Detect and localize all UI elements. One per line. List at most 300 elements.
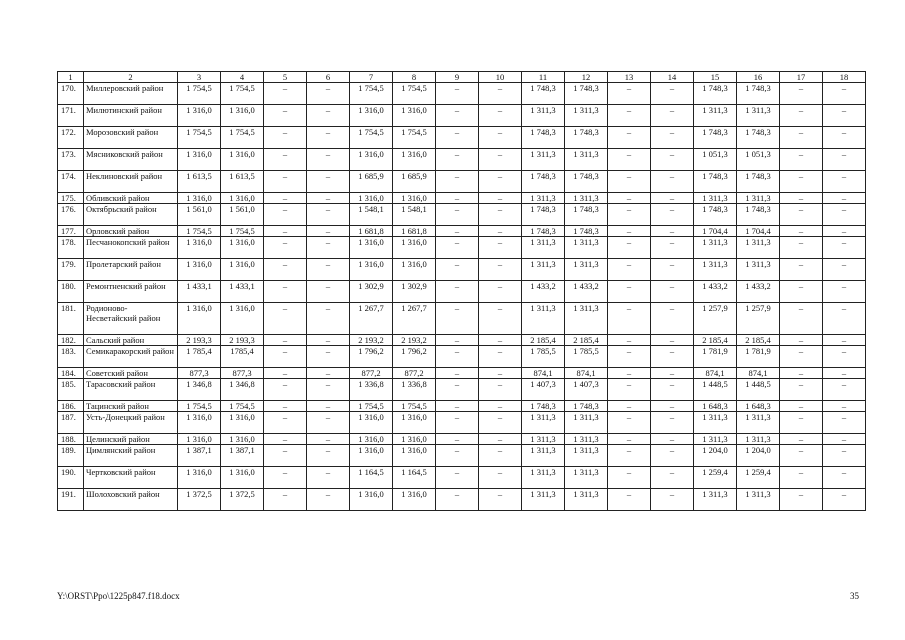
value-cell: – — [823, 368, 866, 379]
value-cell: 1 754,5 — [393, 127, 436, 149]
table-row — [58, 401, 866, 412]
value-cell: – — [651, 149, 694, 171]
value-cell: 1 748,3 — [522, 83, 565, 105]
value-cell: 1 796,2 — [350, 346, 393, 368]
district-name: Семикаракорский район — [84, 346, 178, 368]
value-cell: 1 748,3 — [522, 171, 565, 193]
row-number: 181. — [58, 303, 84, 335]
value-cell: – — [479, 303, 522, 335]
value-cell: – — [479, 281, 522, 303]
value-cell: – — [436, 489, 479, 511]
value-cell: – — [307, 281, 350, 303]
value-cell: – — [780, 412, 823, 434]
value-cell: 1 316,0 — [393, 259, 436, 281]
value-cell: – — [651, 204, 694, 226]
value-cell: – — [651, 259, 694, 281]
value-cell: 2 193,3 — [178, 335, 221, 346]
value-cell: 1 748,3 — [565, 401, 608, 412]
value-cell: – — [823, 445, 866, 467]
value-cell: 1 387,1 — [178, 445, 221, 467]
value-cell: – — [436, 401, 479, 412]
row-number: 186. — [58, 401, 84, 412]
value-cell: 1 748,3 — [694, 204, 737, 226]
value-cell: – — [651, 226, 694, 237]
value-cell: 1 648,3 — [737, 401, 780, 412]
value-cell: – — [264, 467, 307, 489]
value-cell: – — [307, 368, 350, 379]
value-cell: 1 685,9 — [350, 171, 393, 193]
value-cell: 1 316,0 — [350, 445, 393, 467]
value-cell: 1 433,2 — [565, 281, 608, 303]
value-cell: 1 259,4 — [737, 467, 780, 489]
value-cell: 1 316,0 — [393, 434, 436, 445]
value-cell: 1 311,3 — [694, 193, 737, 204]
value-cell: 1 748,3 — [522, 226, 565, 237]
value-cell: 874,1 — [565, 368, 608, 379]
value-cell: 1 316,0 — [393, 489, 436, 511]
value-cell: 1 548,1 — [350, 204, 393, 226]
value-cell: – — [651, 445, 694, 467]
value-cell: – — [307, 401, 350, 412]
header-cell: 18 — [823, 72, 866, 83]
value-cell: – — [608, 237, 651, 259]
value-cell: 1 316,0 — [178, 434, 221, 445]
value-cell: – — [651, 346, 694, 368]
value-cell: 1 267,7 — [393, 303, 436, 335]
value-cell: – — [823, 434, 866, 445]
value-cell: – — [823, 401, 866, 412]
value-cell: – — [651, 412, 694, 434]
value-cell: – — [479, 226, 522, 237]
value-cell: 1 316,0 — [350, 412, 393, 434]
value-cell: 1 311,3 — [565, 149, 608, 171]
value-cell: 1 316,0 — [221, 467, 264, 489]
value-cell: 1 311,3 — [737, 193, 780, 204]
value-cell: – — [651, 489, 694, 511]
row-number: 172. — [58, 127, 84, 149]
value-cell: 877,3 — [178, 368, 221, 379]
value-cell: – — [651, 127, 694, 149]
value-cell: – — [780, 335, 823, 346]
value-cell: – — [780, 83, 823, 105]
value-cell: – — [780, 149, 823, 171]
value-cell: 1 796,2 — [393, 346, 436, 368]
table-row — [58, 445, 866, 467]
value-cell: 1 311,3 — [522, 105, 565, 127]
value-cell: – — [479, 368, 522, 379]
value-cell: 1 754,5 — [178, 127, 221, 149]
value-cell: 1 204,0 — [694, 445, 737, 467]
value-cell: – — [608, 412, 651, 434]
value-cell: 1 316,0 — [178, 467, 221, 489]
row-number: 191. — [58, 489, 84, 511]
table-row — [58, 412, 866, 434]
value-cell: 1 316,0 — [393, 105, 436, 127]
value-cell: 1 448,5 — [694, 379, 737, 401]
footer-file-path: Y:\ORST\Ppo\1225p847.f18.docx — [57, 591, 180, 601]
value-cell: – — [608, 434, 651, 445]
value-cell: – — [307, 127, 350, 149]
value-cell: – — [780, 127, 823, 149]
row-number: 179. — [58, 259, 84, 281]
value-cell: 1 311,3 — [565, 193, 608, 204]
value-cell: – — [264, 368, 307, 379]
district-name: Целинский район — [84, 434, 178, 445]
value-cell: 1 259,4 — [694, 467, 737, 489]
value-cell: 1 311,3 — [565, 434, 608, 445]
value-cell: – — [823, 259, 866, 281]
value-cell: – — [436, 281, 479, 303]
value-cell: 2 193,2 — [393, 335, 436, 346]
value-cell: 877,2 — [350, 368, 393, 379]
value-cell: – — [823, 226, 866, 237]
value-cell: 1 257,9 — [694, 303, 737, 335]
value-cell: 1 748,3 — [522, 204, 565, 226]
value-cell: – — [608, 346, 651, 368]
value-cell: 2 193,2 — [350, 335, 393, 346]
district-name: Обливский район — [84, 193, 178, 204]
value-cell: – — [823, 467, 866, 489]
value-cell: 1 316,0 — [350, 237, 393, 259]
value-cell: – — [479, 171, 522, 193]
value-cell: – — [823, 171, 866, 193]
value-cell: – — [307, 412, 350, 434]
value-cell: – — [436, 259, 479, 281]
value-cell: – — [479, 204, 522, 226]
value-cell: – — [307, 83, 350, 105]
value-cell: – — [479, 467, 522, 489]
value-cell: 1 316,0 — [178, 193, 221, 204]
district-name: Пролетарский район — [84, 259, 178, 281]
value-cell: 2 185,4 — [522, 335, 565, 346]
value-cell: 1 311,3 — [522, 193, 565, 204]
table-row — [58, 281, 866, 303]
district-name: Песчанокопский район — [84, 237, 178, 259]
value-cell: – — [264, 401, 307, 412]
value-cell: 1 316,0 — [221, 412, 264, 434]
value-cell: – — [436, 445, 479, 467]
value-cell: 1 257,9 — [737, 303, 780, 335]
value-cell: – — [479, 259, 522, 281]
header-cell: 6 — [307, 72, 350, 83]
district-name: Ремонтненский район — [84, 281, 178, 303]
value-cell: 874,1 — [522, 368, 565, 379]
value-cell: 1 748,3 — [565, 204, 608, 226]
table-row — [58, 237, 866, 259]
table-row — [58, 204, 866, 226]
value-cell: 1 748,3 — [737, 83, 780, 105]
value-cell: 1 316,0 — [393, 445, 436, 467]
value-cell: 1 316,0 — [178, 259, 221, 281]
value-cell: – — [479, 105, 522, 127]
value-cell: – — [264, 127, 307, 149]
value-cell: 1 311,3 — [694, 105, 737, 127]
value-cell: – — [823, 149, 866, 171]
value-cell: 1 311,3 — [565, 105, 608, 127]
value-cell: 1 387,1 — [221, 445, 264, 467]
value-cell: 1 648,3 — [694, 401, 737, 412]
value-cell: 1 754,5 — [221, 127, 264, 149]
header-cell: 3 — [178, 72, 221, 83]
value-cell: – — [307, 171, 350, 193]
value-cell: – — [780, 204, 823, 226]
value-cell: 874,1 — [737, 368, 780, 379]
value-cell: – — [307, 204, 350, 226]
table-row — [58, 226, 866, 237]
district-name: Милютинский район — [84, 105, 178, 127]
value-cell: – — [651, 171, 694, 193]
value-cell: – — [651, 379, 694, 401]
value-cell: – — [608, 149, 651, 171]
header-cell: 8 — [393, 72, 436, 83]
value-cell: – — [264, 204, 307, 226]
value-cell: 1 681,8 — [393, 226, 436, 237]
value-cell: – — [479, 83, 522, 105]
value-cell: – — [651, 335, 694, 346]
value-cell: – — [264, 412, 307, 434]
value-cell: 1 311,3 — [737, 259, 780, 281]
value-cell: – — [823, 379, 866, 401]
value-cell: 1 754,5 — [178, 401, 221, 412]
value-cell: – — [823, 346, 866, 368]
value-cell: 1 311,3 — [565, 467, 608, 489]
value-cell: – — [436, 204, 479, 226]
value-cell: – — [780, 346, 823, 368]
value-cell: 1 685,9 — [393, 171, 436, 193]
value-cell: – — [264, 259, 307, 281]
value-cell: – — [780, 281, 823, 303]
value-cell: 1 754,5 — [178, 226, 221, 237]
value-cell: 1 311,3 — [737, 434, 780, 445]
value-cell: – — [264, 226, 307, 237]
value-cell: – — [608, 83, 651, 105]
page-number: 35 — [850, 591, 859, 601]
value-cell: – — [436, 412, 479, 434]
table-row — [58, 83, 866, 105]
value-cell: – — [780, 237, 823, 259]
value-cell: 1 448,5 — [737, 379, 780, 401]
row-number: 185. — [58, 379, 84, 401]
value-cell: 1 311,3 — [522, 434, 565, 445]
value-cell: – — [264, 379, 307, 401]
value-cell: – — [780, 226, 823, 237]
value-cell: 1 311,3 — [522, 303, 565, 335]
value-cell: 1 316,0 — [393, 193, 436, 204]
table-row — [58, 489, 866, 511]
value-cell: – — [823, 489, 866, 511]
value-cell: – — [436, 335, 479, 346]
value-cell: 1 311,3 — [522, 412, 565, 434]
value-cell: – — [780, 401, 823, 412]
value-cell: – — [608, 259, 651, 281]
value-cell: 1 311,3 — [522, 259, 565, 281]
value-cell: – — [823, 335, 866, 346]
value-cell: 1 316,0 — [178, 149, 221, 171]
value-cell: 1 433,2 — [522, 281, 565, 303]
value-cell: 1 311,3 — [522, 445, 565, 467]
value-cell: – — [651, 368, 694, 379]
value-cell: – — [608, 303, 651, 335]
value-cell: 1 316,0 — [178, 412, 221, 434]
value-cell: – — [264, 105, 307, 127]
value-cell: 1 681,8 — [350, 226, 393, 237]
value-cell: – — [608, 226, 651, 237]
value-cell: 2 185,4 — [737, 335, 780, 346]
value-cell: – — [307, 489, 350, 511]
value-cell: 1 754,5 — [393, 83, 436, 105]
value-cell: – — [264, 193, 307, 204]
value-cell: 1 336,8 — [350, 379, 393, 401]
value-cell: 2 185,4 — [565, 335, 608, 346]
budget-table — [57, 71, 866, 511]
value-cell: 1 785,5 — [565, 346, 608, 368]
value-cell: 1 372,5 — [221, 489, 264, 511]
header-cell: 15 — [694, 72, 737, 83]
value-cell: – — [307, 226, 350, 237]
value-cell: 1 311,3 — [694, 237, 737, 259]
value-cell: 1 311,3 — [694, 434, 737, 445]
header-cell: 9 — [436, 72, 479, 83]
value-cell: – — [780, 467, 823, 489]
value-cell: – — [479, 149, 522, 171]
value-cell: – — [479, 401, 522, 412]
district-name: Неклиновский район — [84, 171, 178, 193]
value-cell: – — [436, 368, 479, 379]
district-name: Родионово-Несветайский район — [84, 303, 178, 335]
value-cell: 1 311,3 — [565, 445, 608, 467]
value-cell: – — [651, 281, 694, 303]
value-cell: 1 748,3 — [694, 83, 737, 105]
header-cell: 16 — [737, 72, 780, 83]
value-cell: – — [436, 467, 479, 489]
value-cell: – — [307, 434, 350, 445]
value-cell: – — [608, 467, 651, 489]
header-cell: 5 — [264, 72, 307, 83]
value-cell: 1 164,5 — [393, 467, 436, 489]
value-cell: 1 754,5 — [393, 401, 436, 412]
value-cell: 1 748,3 — [565, 226, 608, 237]
district-name: Цимлянский район — [84, 445, 178, 467]
value-cell: 1 748,3 — [565, 83, 608, 105]
value-cell: – — [608, 105, 651, 127]
value-cell: 1 754,5 — [350, 401, 393, 412]
value-cell: 1 316,0 — [350, 149, 393, 171]
value-cell: – — [436, 237, 479, 259]
row-number: 170. — [58, 83, 84, 105]
value-cell: 1 311,3 — [522, 149, 565, 171]
value-cell: – — [651, 434, 694, 445]
value-cell: 1 316,0 — [221, 434, 264, 445]
value-cell: 1 316,0 — [178, 105, 221, 127]
value-cell: 1 754,5 — [350, 127, 393, 149]
value-cell: – — [479, 379, 522, 401]
table-row — [58, 193, 866, 204]
value-cell: – — [608, 489, 651, 511]
value-cell: 1 311,3 — [737, 489, 780, 511]
value-cell: – — [264, 346, 307, 368]
value-cell: 1 302,9 — [393, 281, 436, 303]
value-cell: 1 613,5 — [178, 171, 221, 193]
value-cell: – — [436, 434, 479, 445]
value-cell: 1 316,0 — [350, 193, 393, 204]
value-cell: – — [608, 379, 651, 401]
value-cell: – — [307, 303, 350, 335]
value-cell: 1 316,0 — [350, 105, 393, 127]
table-row — [58, 303, 866, 335]
value-cell: 1 704,4 — [694, 226, 737, 237]
value-cell: – — [823, 105, 866, 127]
table-row — [58, 368, 866, 379]
table-body — [58, 72, 866, 511]
row-number: 182. — [58, 335, 84, 346]
value-cell: – — [436, 105, 479, 127]
value-cell: – — [307, 149, 350, 171]
district-name: Орловский район — [84, 226, 178, 237]
value-cell: – — [264, 281, 307, 303]
row-number: 178. — [58, 237, 84, 259]
value-cell: – — [307, 346, 350, 368]
row-number: 171. — [58, 105, 84, 127]
value-cell: – — [436, 346, 479, 368]
value-cell: 1 204,0 — [737, 445, 780, 467]
value-cell: 1 704,4 — [737, 226, 780, 237]
value-cell: 1 302,9 — [350, 281, 393, 303]
value-cell: 1 316,0 — [221, 259, 264, 281]
value-cell: – — [823, 281, 866, 303]
value-cell: 1 785,4 — [178, 346, 221, 368]
value-cell: – — [823, 303, 866, 335]
value-cell: – — [608, 368, 651, 379]
value-cell: – — [780, 105, 823, 127]
value-cell: – — [651, 193, 694, 204]
value-cell: – — [608, 335, 651, 346]
value-cell: – — [479, 193, 522, 204]
value-cell: 1 748,3 — [694, 171, 737, 193]
value-cell: 1 311,3 — [694, 412, 737, 434]
value-cell: – — [823, 237, 866, 259]
row-number: 175. — [58, 193, 84, 204]
row-number: 184. — [58, 368, 84, 379]
row-number: 173. — [58, 149, 84, 171]
value-cell: 1 748,3 — [694, 127, 737, 149]
value-cell: – — [264, 83, 307, 105]
value-cell: 1 316,0 — [350, 434, 393, 445]
value-cell: – — [264, 335, 307, 346]
value-cell: 877,2 — [393, 368, 436, 379]
value-cell: – — [264, 445, 307, 467]
row-number: 183. — [58, 346, 84, 368]
value-cell: 1 316,0 — [393, 237, 436, 259]
value-cell: 1 748,3 — [565, 171, 608, 193]
value-cell: 1 311,3 — [694, 259, 737, 281]
value-cell: – — [436, 379, 479, 401]
value-cell: – — [307, 335, 350, 346]
value-cell: – — [608, 445, 651, 467]
value-cell: 2 193,3 — [221, 335, 264, 346]
value-cell: – — [436, 127, 479, 149]
table-row — [58, 379, 866, 401]
value-cell: – — [780, 434, 823, 445]
value-cell: – — [780, 193, 823, 204]
value-cell: – — [651, 467, 694, 489]
value-cell: 1 548,1 — [393, 204, 436, 226]
value-cell: 1 311,3 — [737, 412, 780, 434]
row-number: 190. — [58, 467, 84, 489]
value-cell: 1 748,3 — [737, 127, 780, 149]
value-cell: – — [651, 401, 694, 412]
value-cell: 1 433,1 — [221, 281, 264, 303]
district-name: Тарасовский район — [84, 379, 178, 401]
